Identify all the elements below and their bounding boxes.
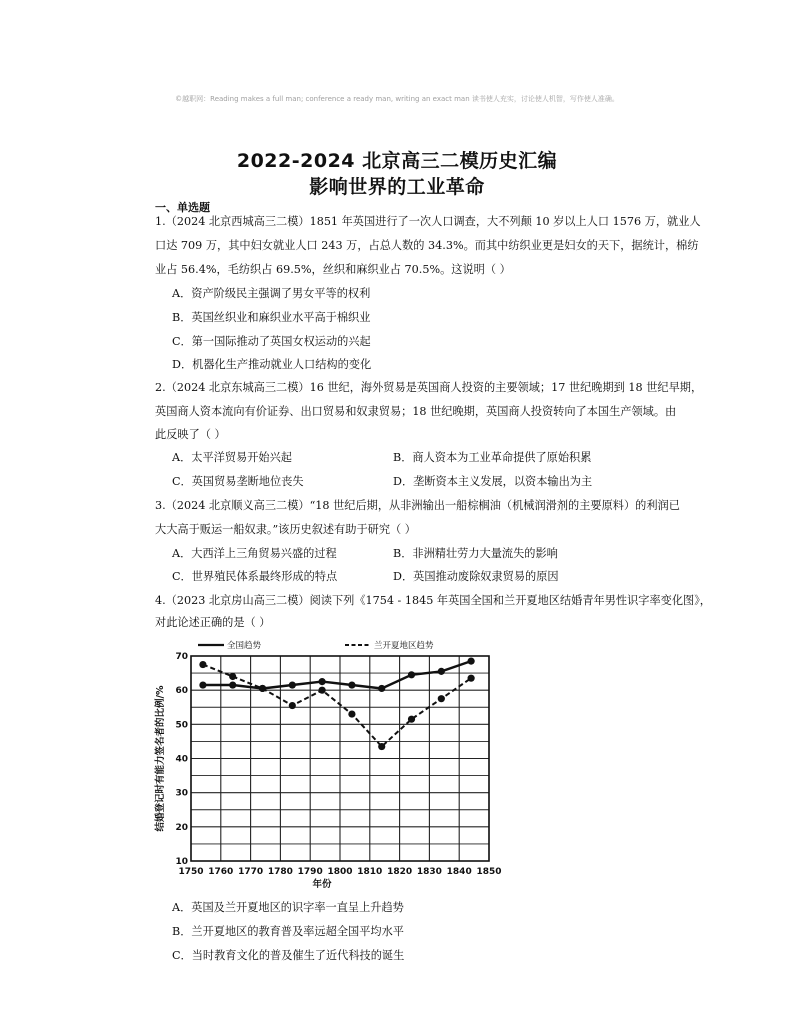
page-title: 2022-2024 北京高三二模历史汇编 <box>236 150 558 172</box>
y-tick-label: 30 <box>175 788 188 799</box>
y-tick-label: 60 <box>175 686 188 697</box>
data-point-lancashire <box>259 685 266 692</box>
data-point-national <box>438 668 445 675</box>
x-tick-label: 1770 <box>238 867 264 877</box>
x-tick-label: 1780 <box>267 867 293 877</box>
x-tick-label: 1790 <box>297 867 323 877</box>
y-tick-label: 40 <box>175 754 188 765</box>
x-tick-label: 1850 <box>476 867 502 877</box>
watermark: ©越职网：Reading makes a full man; conference a ready man, writing an exact man 读书使人充实，讨论使人机智，写作使人准确。 <box>175 95 619 103</box>
data-point-lancashire <box>408 716 415 723</box>
data-point-national <box>468 658 475 665</box>
data-point-lancashire <box>229 673 236 680</box>
q1-stem-line: 1.（2024 北京西城高三二模）1851 年英国进行了一次人口调查，大不列颠 10 岁以上人口 1576 万，就业人 <box>155 215 701 228</box>
data-point-lancashire <box>289 702 296 709</box>
series-line-lancashire <box>203 665 471 747</box>
x-tick-label: 1800 <box>327 867 353 877</box>
q2-option-a[interactable]: A．太平洋贸易开始兴起 <box>172 451 292 464</box>
q4-option-c[interactable]: C．当时教育文化的普及催生了近代科技的诞生 <box>172 949 405 962</box>
literacy-line-chart <box>150 636 520 894</box>
q1-option-b[interactable]: B．英国丝织业和麻织业水平高于棉织业 <box>172 311 371 324</box>
x-tick-label: 1830 <box>416 867 442 877</box>
q3-option-d[interactable]: D．英国推动废除奴隶贸易的原因 <box>393 570 559 583</box>
data-point-national <box>229 681 236 688</box>
data-point-lancashire <box>348 710 355 717</box>
page-subtitle: 影响世界的工业革命 <box>309 176 485 198</box>
y-tick-label: 10 <box>175 857 188 867</box>
q1-option-d[interactable]: D．机器化生产推动就业人口结构的变化 <box>172 358 372 371</box>
data-point-national <box>199 681 206 688</box>
y-tick-label: 70 <box>175 652 188 662</box>
data-point-national <box>378 685 385 692</box>
x-tick-label: 1840 <box>446 867 472 877</box>
y-axis-label: 结婚登记时有能力签名者的比例/% <box>155 685 166 832</box>
q2-option-d[interactable]: D．垄断资本主义发展，以资本输出为主 <box>393 475 593 488</box>
q3-stem-line: 3.（2024 北京顺义高三二模）“18 世纪后期，从非洲输出一船棕榈油（机械润滑剂的主要原料）的利润已 <box>155 499 680 512</box>
x-tick-label: 1760 <box>208 867 234 877</box>
data-point-national <box>408 671 415 678</box>
legend-label: 全国趋势 <box>227 641 262 651</box>
data-point-lancashire <box>199 661 206 668</box>
q3-option-b[interactable]: B．非洲精壮劳力大量流失的影响 <box>393 547 558 560</box>
data-point-national <box>348 681 355 688</box>
q1-stem-line: 口达 709 万，其中妇女就业人口 243 万，占总人数的 34.3%。而其中纺织业更是妇女的天下，据统计，棉纺 <box>155 239 699 252</box>
q1-option-a[interactable]: A．资产阶级民主强调了男女平等的权利 <box>172 287 371 300</box>
x-tick-label: 1820 <box>387 867 413 877</box>
q2-stem-line: 此反映了（ ） <box>155 428 226 441</box>
q3-option-c[interactable]: C．世界殖民体系最终形成的特点 <box>172 570 338 583</box>
y-tick-label: 20 <box>175 822 188 833</box>
q3-option-a[interactable]: A．大西洋上三角贸易兴盛的过程 <box>172 547 337 560</box>
x-tick-label: 1810 <box>357 867 383 877</box>
q2-option-c[interactable]: C．英国贸易垄断地位丧失 <box>172 475 304 488</box>
y-tick-label: 50 <box>175 720 188 731</box>
data-point-national <box>319 678 326 685</box>
data-point-lancashire <box>468 675 475 682</box>
q2-stem-line: 英国商人资本流向有价证券、出口贸易和奴隶贸易；18 世纪晚期，英国商人投资转向了本国生产领域。由 <box>155 405 677 418</box>
q2-stem-line: 2.（2024 北京东城高三二模）16 世纪，海外贸易是英国商人投资的主要领域；17 世纪晚期到 18 世纪早期， <box>155 381 703 394</box>
q3-stem-line: 大大高于贩运一船奴隶。”该历史叙述有助于研究（ ） <box>155 523 416 536</box>
data-point-lancashire <box>319 687 326 694</box>
data-point-lancashire <box>378 743 385 750</box>
q4-stem-line: 4.（2023 北京房山高三二模）阅读下列《1754 - 1845 年英国全国和兰开夏地区结婚青年男性识字率变化图》， <box>155 594 711 607</box>
q4-option-a[interactable]: A．英国及兰开夏地区的识字率一直呈上升趋势 <box>172 901 404 914</box>
series-line-national <box>203 661 471 688</box>
q4-option-b[interactable]: B．兰开夏地区的教育普及率远超全国平均水平 <box>172 925 404 938</box>
q1-option-c[interactable]: C．第一国际推动了英国女权运动的兴起 <box>172 335 371 348</box>
data-point-national <box>289 681 296 688</box>
x-axis-label: 年份 <box>312 879 332 890</box>
x-tick-label: 1750 <box>178 867 204 877</box>
legend-label: 兰开夏地区趋势 <box>374 641 434 651</box>
q1-stem-line: 业占 56.4%，毛纺织占 69.5%，丝织和麻织业占 70.5%。这说明（ ） <box>155 263 511 276</box>
section-heading: 一、单选题 <box>155 201 210 214</box>
data-point-lancashire <box>438 695 445 702</box>
q4-stem-line: 对此论述正确的是（ ） <box>155 616 271 629</box>
q2-option-b[interactable]: B．商人资本为工业革命提供了原始积累 <box>393 451 592 464</box>
